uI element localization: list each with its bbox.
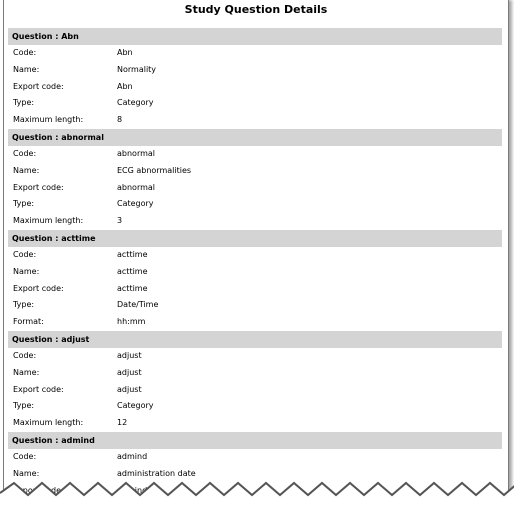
question-header: Question : Abn <box>8 28 502 45</box>
field-label: Export code: <box>13 182 64 192</box>
field-value: Category <box>117 199 154 209</box>
field-value: hh:mm <box>117 317 146 327</box>
question-section <box>8 28 502 129</box>
report-page <box>3 0 509 509</box>
field-label: Maximum length: <box>13 216 84 226</box>
field-value: 3 <box>117 216 123 226</box>
field-row <box>8 314 502 331</box>
field-value: administration date <box>117 468 196 478</box>
field-label: Code: <box>13 350 37 360</box>
field-value: abnormal <box>117 148 156 158</box>
field-label: Export code: <box>13 384 64 394</box>
question-list <box>8 28 502 499</box>
field-row <box>8 348 502 365</box>
field-value: adjust <box>117 350 142 360</box>
field-row <box>8 213 502 230</box>
field-row <box>8 281 502 298</box>
field-label: Name: <box>13 266 40 276</box>
torn-edge <box>0 477 514 509</box>
field-label: Code: <box>13 451 37 461</box>
field-row <box>8 247 502 264</box>
field-row <box>8 297 502 314</box>
field-value: Abn <box>117 48 133 57</box>
question-section <box>8 331 502 432</box>
field-label: Export code: <box>13 283 64 293</box>
field-value: Category <box>117 98 154 108</box>
field-label: Code: <box>13 48 37 57</box>
field-label: Name: <box>13 367 40 377</box>
field-label: Code: <box>13 249 37 259</box>
field-label: Name: <box>13 468 40 478</box>
page-title: Study Question Details <box>184 3 328 16</box>
question-section <box>8 230 502 331</box>
field-row <box>8 146 502 163</box>
field-value: ECG abnormalities <box>117 165 192 175</box>
field-value: abnormal <box>117 182 156 192</box>
field-value: adjust <box>117 367 142 377</box>
question-header: Question : admind <box>8 432 502 449</box>
field-value: Abn <box>117 81 133 91</box>
field-row <box>8 365 502 382</box>
field-label: Type: <box>13 401 35 411</box>
field-value: acttime <box>117 283 148 293</box>
field-row <box>8 180 502 197</box>
field-value: 8 <box>117 115 123 125</box>
field-row <box>8 382 502 399</box>
field-value: acttime <box>117 249 148 259</box>
field-row <box>8 163 502 180</box>
field-label: Name: <box>13 64 40 74</box>
field-label: Export code: <box>13 81 64 91</box>
field-label: Type: <box>13 199 35 209</box>
field-label: Maximum length: <box>13 418 84 428</box>
field-value: Category <box>117 401 154 411</box>
field-row <box>8 62 502 79</box>
question-section <box>8 129 502 230</box>
field-row <box>8 112 502 129</box>
field-row <box>8 95 502 112</box>
field-row <box>8 449 502 466</box>
field-value: adjust <box>117 384 142 394</box>
field-label: Code: <box>13 148 37 158</box>
field-value: admind <box>117 451 148 461</box>
field-row <box>8 415 502 432</box>
question-header: Question : acttime <box>8 230 502 247</box>
field-row <box>8 264 502 281</box>
field-row <box>8 79 502 96</box>
field-label: Maximum length: <box>13 115 84 125</box>
field-value: Date/Time <box>117 300 159 310</box>
field-row <box>8 45 502 62</box>
field-row <box>8 398 502 415</box>
field-label: Name: <box>13 165 40 175</box>
question-header: Question : adjust <box>8 331 502 348</box>
field-row <box>8 196 502 213</box>
field-label: Type: <box>13 98 35 108</box>
question-header: Question : abnormal <box>8 129 502 146</box>
field-value: acttime <box>117 266 148 276</box>
field-value: 12 <box>117 418 128 428</box>
field-label: Format: <box>13 317 44 327</box>
field-value: Normality <box>117 64 157 74</box>
field-label: Type: <box>13 300 35 310</box>
